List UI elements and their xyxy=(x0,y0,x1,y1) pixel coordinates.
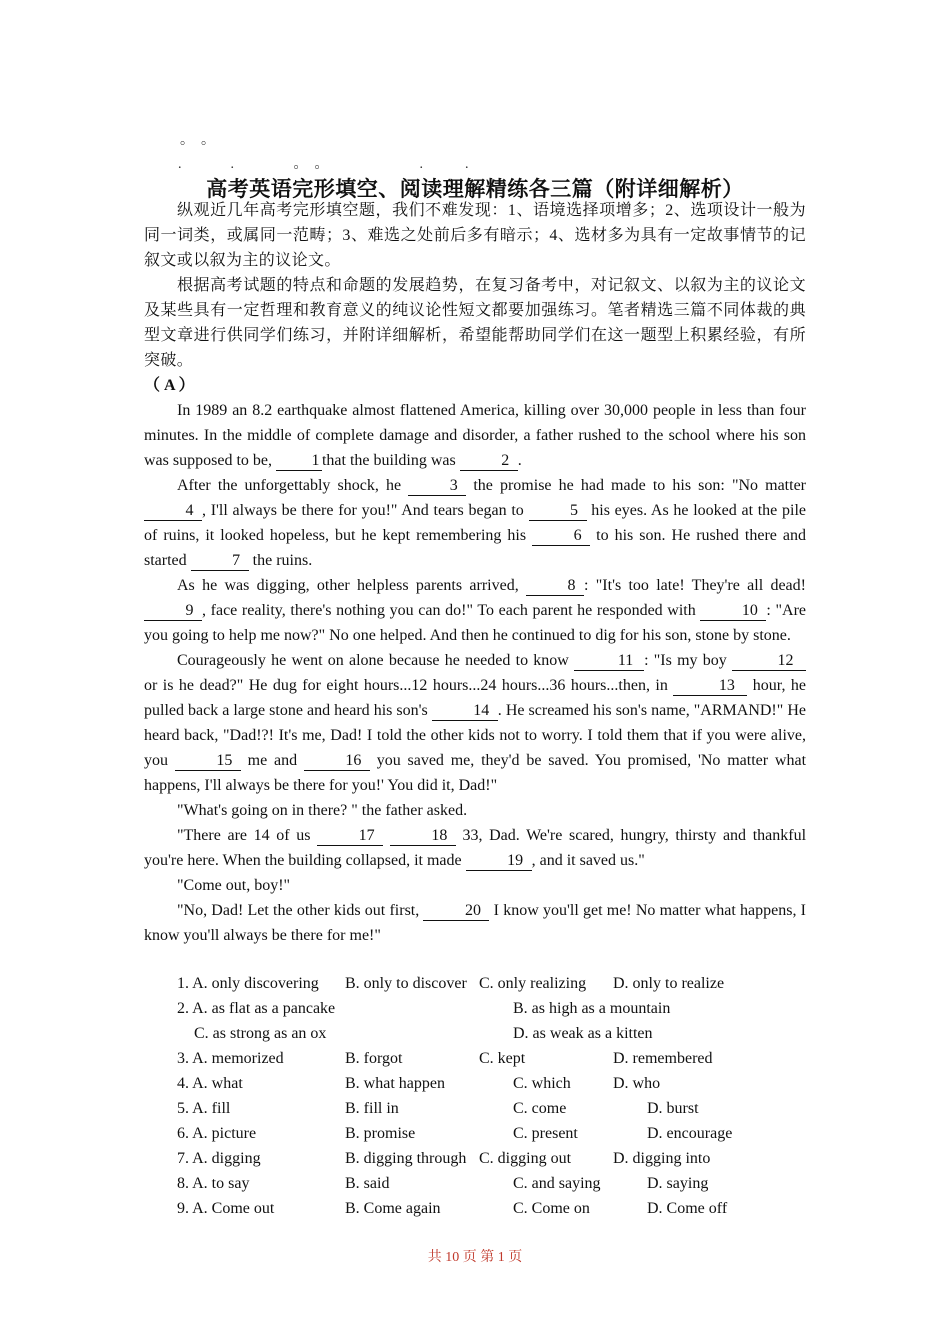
option-item: C. as strong as an ox xyxy=(194,1025,327,1042)
option-item: D. who xyxy=(613,1075,661,1092)
option-item: C. present xyxy=(513,1125,578,1142)
option-row xyxy=(144,1196,806,1221)
passage-text: the promise he had made to his son: "No matter xyxy=(466,477,807,494)
option-item: D. Come off xyxy=(647,1200,728,1217)
option-item: C. Come on xyxy=(513,1200,590,1217)
passage-paragraph-6 xyxy=(144,823,806,873)
option-item: D. as weak as a kitten xyxy=(513,1025,653,1042)
option-row xyxy=(144,1096,806,1121)
option-row xyxy=(144,1046,806,1071)
option-item: 7. A. digging xyxy=(177,1150,261,1167)
options-block xyxy=(144,971,806,1221)
option-row xyxy=(144,1021,806,1046)
passage-text: "There are 14 of us xyxy=(177,827,318,844)
intro-paragraph-1: 纵观近几年高考完形填空题，我们不难发现：1、语境选择项增多；2、选项设计一般为同一词类，或属同一范畴；3、难选之处前后多有暗示；4、选材多为具有一定故事情节的记叙文或以叙为主的议论文。 xyxy=(144,202,806,269)
passage-paragraph-2 xyxy=(144,473,806,573)
passage-text: In 1989 an 8.2 earthquake almost flattened America, killing over 30,000 people in less than four minutes. In the middle of complete damage and disorder, a father rushed to the school where his son was supposed to be, xyxy=(144,402,806,469)
option-item: B. what happen xyxy=(345,1075,445,1092)
passage-text: : "It's too late! They're all dead! xyxy=(584,577,806,594)
passage-text: After the unforgettably shock, he xyxy=(177,477,409,494)
passage-text xyxy=(383,827,390,844)
blank-3: 3 xyxy=(408,476,466,496)
option-item: D. only to realize xyxy=(613,975,725,992)
passage-text: you saved me, they'd be saved. You promised, 'No matter what happens, I'll always be there for you!' You did it, Dad!" xyxy=(144,752,807,794)
blank-19: 19 xyxy=(466,851,532,871)
option-item: B. forgot xyxy=(345,1050,403,1067)
option-item: D. digging into xyxy=(613,1150,711,1167)
blank-4: 4 xyxy=(144,501,202,521)
option-item: B. only to discover xyxy=(345,975,467,992)
passage-text: that the building was xyxy=(321,452,460,469)
passage-text: 33, Dad. We're scared, hungry, thirsty and thankful you're here. When the building collapsed, it made xyxy=(144,827,807,869)
blank-16: 16 xyxy=(304,751,370,771)
option-item: B. digging through xyxy=(345,1150,467,1167)
blank-5: 5 xyxy=(529,501,587,521)
option-row xyxy=(144,1121,806,1146)
option-item: B. fill in xyxy=(345,1100,399,1117)
blank-17: 17 xyxy=(317,826,383,846)
passage-block xyxy=(144,373,806,948)
blank-8: 8 xyxy=(526,576,584,596)
section-label: （ A ） xyxy=(144,377,195,394)
passage-paragraph-5: "What's going on in there? " the father asked. xyxy=(177,802,468,819)
option-item: D. remembered xyxy=(613,1050,713,1067)
intro-paragraph-2: 根据高考试题的特点和命题的发展趋势，在复习备考中，对记叙文、以叙为主的议论文及某些具有一定哲理和教育意义的纯议论性短文都要加强练习。笔者精选三篇不同体裁的典型文章进行供同学们练习，并附详细解析，希望能帮助同学们在这一题型上积累经验，有所突破。 xyxy=(144,277,806,369)
passage-text: hour, he pulled back a large stone and heard his son's xyxy=(144,677,807,719)
option-item: C. kept xyxy=(479,1050,526,1067)
option-item: B. as high as a mountain xyxy=(513,1000,671,1017)
option-row xyxy=(144,971,806,996)
option-item: D. burst xyxy=(647,1100,699,1117)
option-item: 1. A. only discovering xyxy=(177,975,319,992)
passage-text: , I'll always be there for you!" And tears began to xyxy=(202,502,529,519)
option-item: C. which xyxy=(513,1075,571,1092)
option-row xyxy=(144,1171,806,1196)
option-item: D. saying xyxy=(647,1175,709,1192)
blank-18: 18 xyxy=(390,826,456,846)
passage-text: . He screamed his son's name, "ARMAND!" He heard back, "Dad!?! It's me, Dad! I told the other kids not to worry. I told them that if you were alive, you xyxy=(144,702,806,769)
header-mark-row-1: 。 。 xyxy=(180,133,215,148)
document-title: 高考英语完形填空、阅读理解精练各三篇（附详细解析） xyxy=(206,177,744,201)
blank-20: 20 xyxy=(423,901,489,921)
intro-block xyxy=(144,198,806,373)
page-footer: 共 10 页 第 1 页 xyxy=(427,1250,523,1265)
passage-text: I know you'll get me! No matter what happens, I know you'll always be there for me!" xyxy=(144,902,806,944)
passage-paragraph-8 xyxy=(144,898,806,948)
passage-text: As he was digging, other helpless parents arrived, xyxy=(177,577,527,594)
passage-paragraph-1 xyxy=(144,398,806,473)
option-item: C. and saying xyxy=(513,1175,601,1192)
option-item: 6. A. picture xyxy=(177,1125,257,1142)
option-item: 2. A. as flat as a pancake xyxy=(177,1000,336,1017)
passage-text: : "Is my boy xyxy=(644,652,732,669)
passage-text: to his son. He rushed there and started xyxy=(144,527,806,569)
passage-text: Courageously he went on alone because he needed to know xyxy=(177,652,575,669)
option-item: 4. A. what xyxy=(177,1075,243,1092)
blank-9: 9 xyxy=(144,601,202,621)
passage-text: , and it saved us." xyxy=(531,852,645,869)
option-item: C. only realizing xyxy=(479,975,587,992)
blank-12: 12 xyxy=(732,651,806,671)
blank-1: 1 xyxy=(276,451,322,471)
option-row xyxy=(144,996,806,1021)
option-item: C. digging out xyxy=(479,1150,572,1167)
passage-paragraph-3 xyxy=(144,573,806,648)
blank-15: 15 xyxy=(175,751,241,771)
passage-text: : "Are you going to help me now?" No one helped. And then he continued to dig for his son, stone by stone. xyxy=(144,602,807,644)
passage-text: "No, Dad! Let the other kids out first, xyxy=(177,902,424,919)
option-item: 3. A. memorized xyxy=(177,1050,284,1067)
passage-text: or is he dead?" He dug for eight hours...12 hours...24 hours...36 hours...then, in xyxy=(144,677,674,694)
blank-13: 13 xyxy=(673,676,747,696)
blank-11: 11 xyxy=(574,651,644,671)
passage-text: his eyes. As he looked at the pile of ruins, it looked hopeless, but he kept remembering his xyxy=(144,502,806,544)
option-item: C. come xyxy=(513,1100,567,1117)
blank-2: 2 xyxy=(460,451,518,471)
option-item: B. promise xyxy=(345,1125,416,1142)
blank-14: 14 xyxy=(432,701,498,721)
passage-text: . xyxy=(517,452,522,469)
passage-text: me and xyxy=(240,752,304,769)
blank-7: 7 xyxy=(191,551,249,571)
option-item: B. said xyxy=(345,1175,390,1192)
option-item: 9. A. Come out xyxy=(177,1200,275,1217)
blank-10: 10 xyxy=(700,601,766,621)
passage-paragraph-4 xyxy=(144,648,806,798)
header-mark-row-2: . . 。 。 . . xyxy=(178,157,469,172)
option-item: D. encourage xyxy=(647,1125,733,1142)
option-item: B. Come again xyxy=(345,1200,441,1217)
passage-text: the ruins. xyxy=(248,552,313,569)
option-row xyxy=(144,1146,806,1171)
blank-6: 6 xyxy=(532,526,590,546)
option-item: 8. A. to say xyxy=(177,1175,250,1192)
option-row xyxy=(144,1071,806,1096)
passage-paragraph-7: "Come out, boy!" xyxy=(177,877,291,894)
passage-text: , face reality, there's nothing you can do!" To each parent he responded with xyxy=(202,602,701,619)
option-item: 5. A. fill xyxy=(177,1100,231,1117)
